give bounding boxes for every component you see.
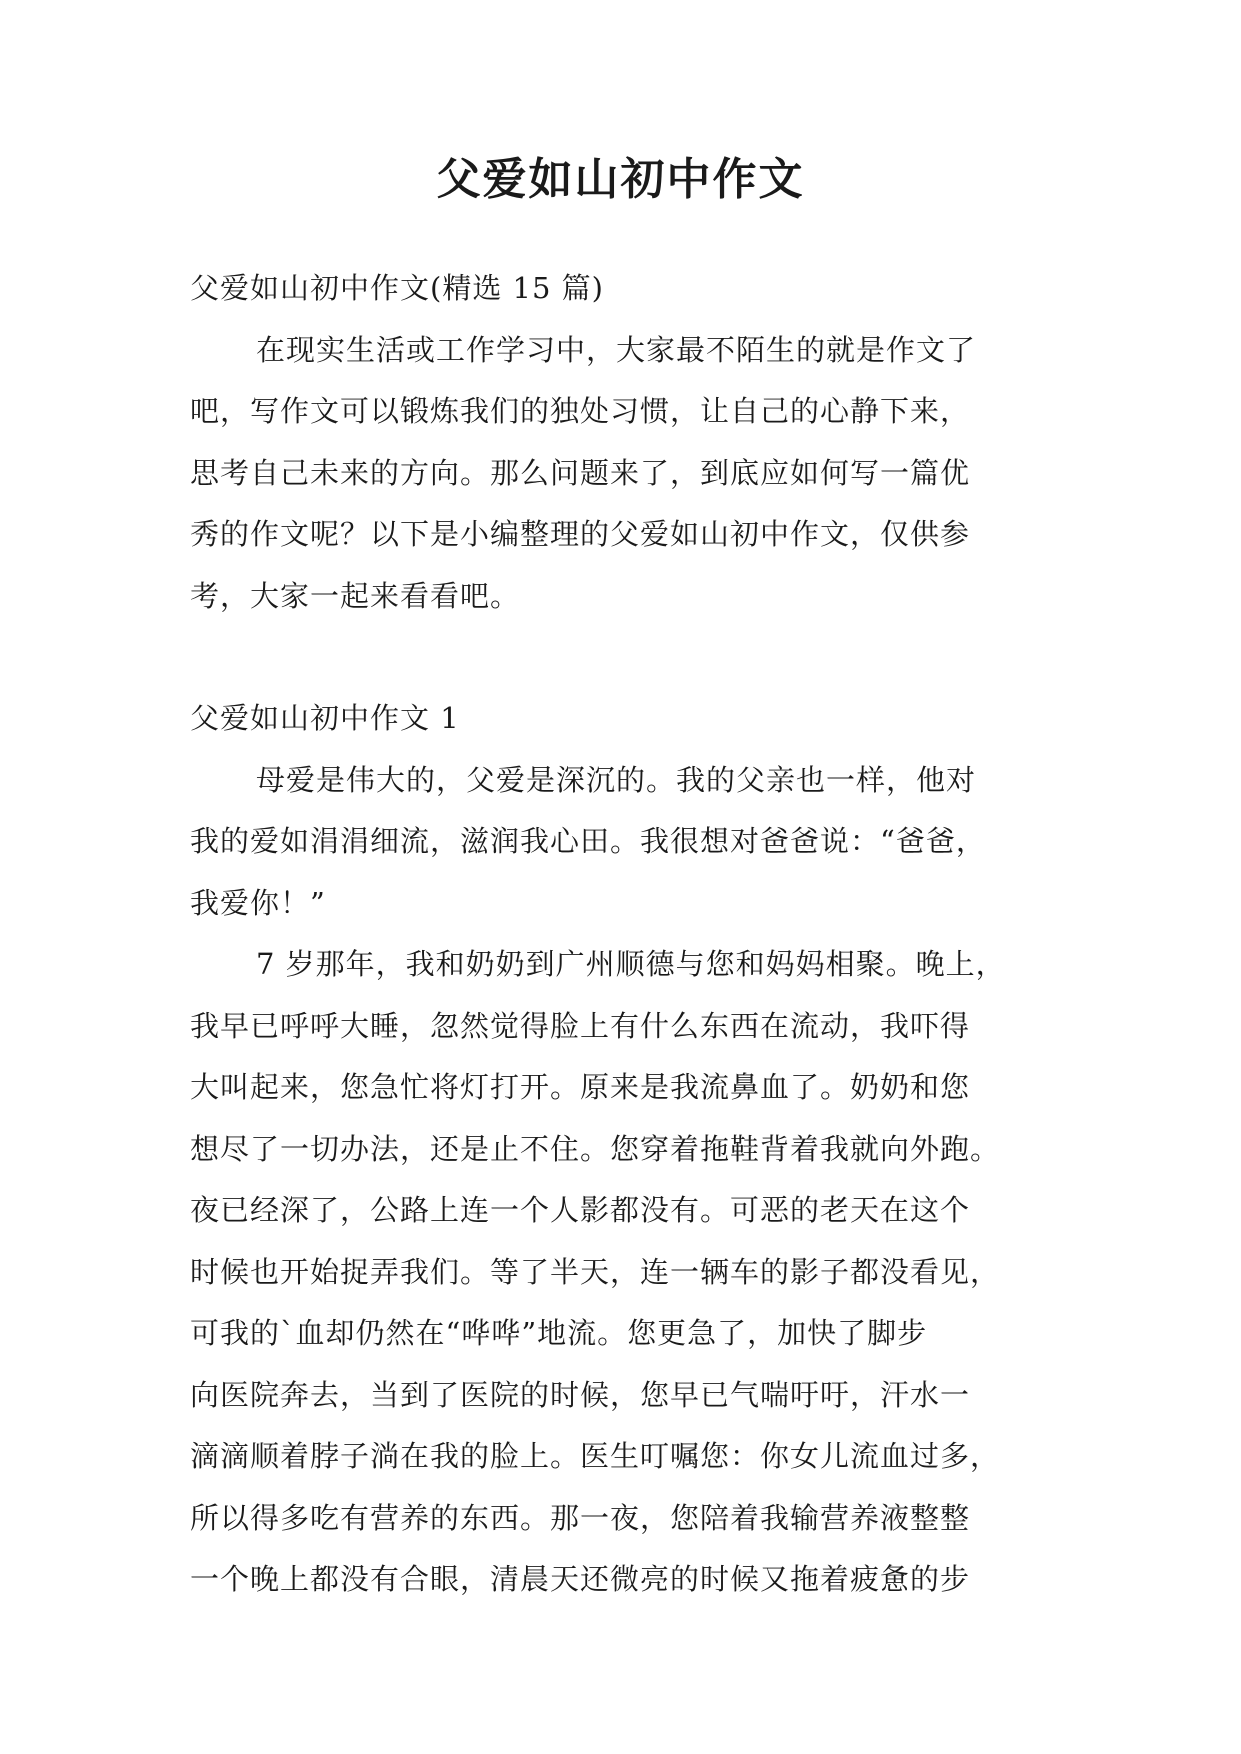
text-line: 考，大家一起来看看吧。 [190,578,521,613]
text-line: 滴滴顺着脖子淌在我的脸上。医生叮嘱您：你女儿流血过多， [190,1439,1001,1473]
section1-paragraph-1 [190,750,1060,935]
text-line: 可我的`血却仍然在“哗哗”地流。您更急了，加快了脚步 [190,1316,928,1350]
text-line: 所以得多吃有营养的东西。那一夜，您陪着我输营养液整整 [190,1500,971,1535]
text-line: 一个晚上都没有合眼，清晨天还微亮的时候又拖着疲惫的步 [190,1562,971,1596]
text-line: 秀的作文呢？以下是小编整理的父爱如山初中作文，仅供参 [190,517,971,551]
text-line: 想尽了一切办法，还是止不住。您穿着拖鞋背着我就向外跑。 [190,1131,1001,1166]
document-title: 父爱如山初中作文 [436,154,805,205]
intro-paragraph [190,320,1060,628]
text-line: 时候也开始捉弄我们。等了半天，连一辆车的影子都没看见， [190,1254,1001,1289]
text-line: 大叫起来，您急忙将灯打开。原来是我流鼻血了。奶奶和您 [190,1070,971,1104]
text-line: 我爱你！” [190,885,326,920]
subtitle-line: 父爱如山初中作文(精选 15 篇) [190,271,604,305]
section-heading: 父爱如山初中作文 1 [190,701,460,735]
text-line: 思考自己未来的方向。那么问题来了，到底应如何写一篇优 [190,455,971,490]
section1-paragraph-2 [190,934,1060,1611]
text-line: 7 岁那年，我和奶奶到广州顺德与您和妈妈相聚。晚上， [256,947,1006,981]
text-line: 在现实生活或工作学习中，大家最不陌生的就是作文了 [256,332,977,367]
text-line: 我的爱如涓涓细流，滋润我心田。我很想对爸爸说：“爸爸， [190,824,986,858]
text-line: 母爱是伟大的，父爱是深沉的。我的父亲也一样，他对 [256,762,977,797]
text-line: 夜已经深了，公路上连一个人影都没有。可恶的老天在这个 [190,1193,971,1227]
document-body [190,258,1060,1611]
text-line: 我早已呼呼大睡，忽然觉得脸上有什么东西在流动，我吓得 [190,1008,971,1043]
text-line: 吧，写作文可以锻炼我们的独处习惯，让自己的心静下来， [190,394,971,428]
paragraph-spacer [190,627,1060,688]
text-line: 向医院奔去，当到了医院的时候，您早已气喘吁吁，汗水一 [190,1377,971,1412]
